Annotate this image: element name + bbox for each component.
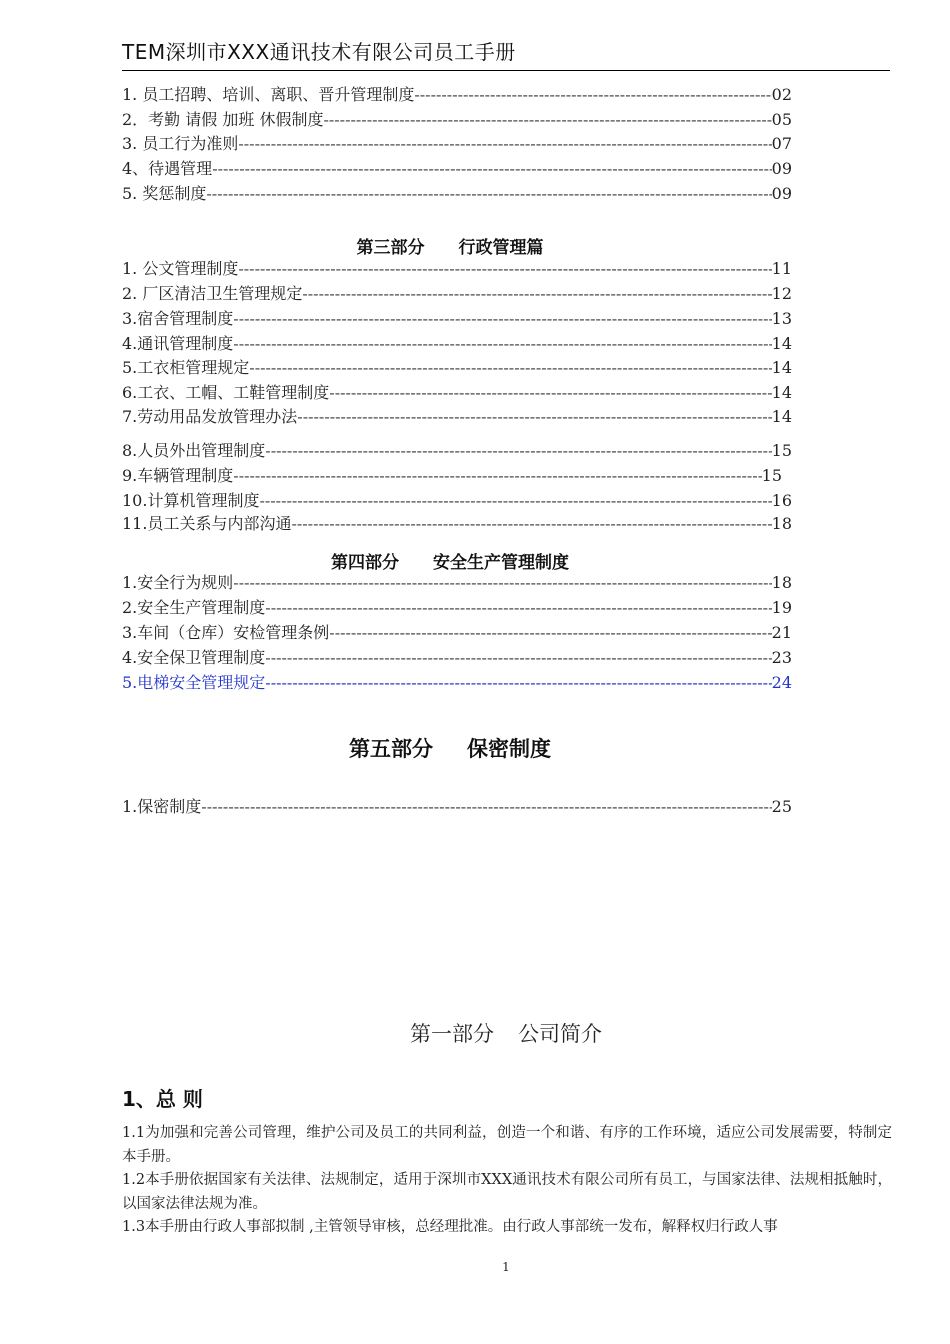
toc-entry[interactable] [122, 647, 792, 669]
toc-entry-page: 09 [771, 184, 792, 203]
toc-entry-label: 5.电梯安全管理规定 [122, 673, 266, 692]
toc-entry-label: 7.劳动用品发放管理办法 [122, 407, 298, 426]
toc-entry[interactable] [122, 406, 792, 428]
toc-entry-label: 1. 公文管理制度 [122, 259, 239, 278]
toc-leader [259, 490, 771, 512]
toc-entry[interactable] [122, 796, 792, 818]
toc-entry-label: 5.工衣柜管理规定 [122, 358, 250, 377]
toc-entry-label: 1.安全行为规则 [122, 573, 234, 592]
toc-entry-label: 3.车间（仓库）安检管理条例 [122, 623, 330, 642]
toc-entry-page: 18 [771, 573, 792, 592]
section-heading-part5 [122, 733, 778, 763]
toc-leader [329, 382, 771, 404]
toc-entry[interactable] [122, 490, 792, 512]
toc-leader [323, 109, 771, 131]
page-number: 1 [502, 1260, 510, 1274]
toc-entry[interactable] [122, 133, 792, 155]
part-one-title-part: 第一部分 [410, 1022, 494, 1046]
toc-entry-page: 24 [771, 673, 792, 692]
toc-entry[interactable] [122, 84, 792, 106]
toc-entry-label: 1. 员工招聘、培训、离职、晋升管理制度 [122, 85, 415, 104]
toc-entry-page: 07 [771, 134, 792, 153]
toc-entry[interactable] [122, 283, 792, 305]
toc-entry-page: 13 [771, 309, 792, 328]
toc-leader [291, 513, 771, 535]
toc-entry[interactable] [122, 465, 782, 487]
toc-leader [414, 84, 771, 106]
toc-leader [265, 440, 771, 462]
toc-entry-page: 18 [771, 514, 792, 533]
toc-leader [212, 158, 771, 180]
toc-leader [206, 183, 771, 205]
toc-entry-label: 10.计算机管理制度 [122, 491, 260, 510]
toc-entry-page: 23 [771, 648, 792, 667]
toc-entry-page: 19 [771, 598, 792, 617]
toc-entry[interactable] [122, 440, 792, 462]
toc-entry[interactable] [122, 572, 792, 594]
toc-entry-label: 2. 厂区清洁卫生管理规定 [122, 284, 303, 303]
toc-entry-label: 4.通讯管理制度 [122, 334, 234, 353]
toc-entry-page: 09 [771, 159, 792, 178]
toc-entry[interactable] [122, 622, 792, 644]
toc-entry[interactable] [122, 183, 792, 205]
toc-leader [249, 357, 771, 379]
toc-entry-label: 3. 员工行为准则 [122, 134, 239, 153]
paragraph: 1.2本手册依据国家有关法律、法规制定，适用于深圳市XXX通讯技术有限公司所有员工，与国家法律、法规相抵触时，以国家法律法规为准。 [122, 1172, 892, 1212]
toc-entry-page: 25 [771, 797, 792, 816]
toc-entry-page: 15 [771, 441, 792, 460]
toc-leader [238, 133, 771, 155]
document-header-title: TEM深圳市XXX通讯技术有限公司员工手册 [122, 40, 516, 64]
toc-leader [297, 406, 771, 428]
toc-entry-page: 16 [771, 491, 792, 510]
toc-entry-label: 2．考勤 请假 加班 休假制度 [122, 110, 324, 129]
toc-entry-label: 3.宿舍管理制度 [122, 309, 234, 328]
toc-leader [233, 572, 771, 594]
toc-entry-page: 21 [771, 623, 792, 642]
toc-entry-label: 9.车辆管理制度 [122, 466, 234, 485]
toc-entry-label: 8.人员外出管理制度 [122, 441, 266, 460]
toc-entry-page: 02 [771, 85, 792, 104]
section-heading-title: 保密制度 [467, 737, 551, 761]
toc-leader [329, 622, 771, 644]
toc-entry[interactable] [122, 513, 792, 535]
toc-entry-label: 11.员工关系与内部沟通 [122, 514, 292, 533]
toc-entry-label: 2.安全生产管理制度 [122, 598, 266, 617]
part-one-title-name: 公司简介 [518, 1022, 602, 1046]
toc-entry[interactable] [122, 308, 792, 330]
part-one-title [122, 1018, 890, 1048]
section-heading-title: 安全生产管理制度 [433, 553, 569, 573]
toc-entry-page: 14 [771, 383, 792, 402]
toc-leader [233, 308, 771, 330]
section-heading-part3 [122, 233, 778, 258]
toc-entry-label: 6.工衣、工帽、工鞋管理制度 [122, 383, 330, 402]
paragraph: 1.1为加强和完善公司管理，维护公司及员工的共同利益，创造一个和谐、有序的工作环境，适应公司发展需要，特制定本手册。 [122, 1125, 892, 1165]
toc-entry-page: 05 [771, 110, 792, 129]
toc-entry-label: 5. 奖惩制度 [122, 184, 207, 203]
toc-leader [265, 597, 771, 619]
toc-entry-page: 14 [771, 358, 792, 377]
toc-entry-label: 4、待遇管理 [122, 159, 213, 178]
toc-entry-hyperlink[interactable] [122, 672, 792, 694]
toc-entry-page: 14 [771, 334, 792, 353]
general-principles-heading: 1、总 则 [122, 1087, 203, 1111]
section-heading-part: 第五部分 [349, 737, 433, 761]
toc-leader [265, 647, 771, 669]
toc-leader [302, 283, 771, 305]
toc-leader [233, 465, 761, 487]
section-heading-title: 行政管理篇 [458, 238, 544, 258]
toc-entry-page: 15 [761, 466, 782, 485]
paragraph: 1.3本手册由行政人事部拟制 ,主管领导审核，总经理批准。由行政人事部统一发布，解释权归行政人事 [122, 1219, 778, 1235]
toc-entry[interactable] [122, 597, 792, 619]
toc-entry-page: 14 [771, 407, 792, 426]
toc-entry-page: 11 [771, 259, 792, 278]
toc-entry[interactable] [122, 258, 792, 280]
toc-entry[interactable] [122, 333, 792, 355]
toc-entry[interactable] [122, 109, 792, 131]
toc-leader [233, 333, 771, 355]
toc-entry[interactable] [122, 357, 792, 379]
toc-leader [201, 796, 771, 818]
toc-entry-label: 4.安全保卫管理制度 [122, 648, 266, 667]
section-heading-part4 [122, 548, 778, 573]
toc-leader [238, 258, 771, 280]
toc-leader [265, 672, 771, 694]
section-heading-part: 第四部分 [331, 553, 399, 573]
toc-entry-page: 12 [771, 284, 792, 303]
toc-entry-label: 1.保密制度 [122, 797, 202, 816]
toc-entry[interactable] [122, 158, 792, 180]
section-heading-part: 第三部分 [356, 238, 425, 258]
toc-entry[interactable] [122, 382, 792, 404]
header-rule [122, 70, 890, 71]
